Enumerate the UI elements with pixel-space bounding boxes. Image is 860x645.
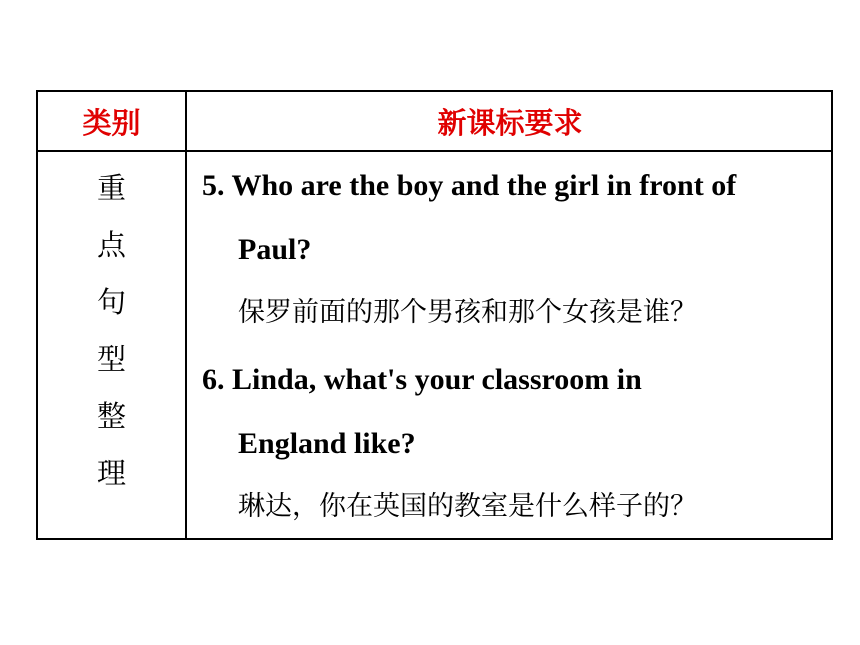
category-char: 重 (96, 171, 126, 205)
sentence-6-english-line-1: 6. Linda, what's your classroom in (202, 363, 642, 396)
header-requirements: 新课标要求 (437, 105, 583, 140)
header-category: 类别 (82, 105, 141, 140)
key-sentences-table (36, 90, 833, 540)
category-cell (38, 152, 185, 540)
sentence-5-english-line-2: Paul? (238, 233, 312, 266)
sentence-6-english-line-2: England like? (238, 427, 416, 460)
category-char: 整 (96, 399, 126, 433)
category-char: 句 (96, 285, 126, 319)
category-char: 理 (96, 456, 126, 490)
sentence-6-chinese: 琳达，你在英国的教室是什么样子的？ (238, 491, 697, 522)
category-char: 点 (96, 228, 126, 262)
requirements-cell (187, 152, 833, 540)
category-char: 型 (96, 342, 126, 376)
sentence-5-english-line-1: 5. Who are the boy and the girl in front of (202, 169, 737, 202)
sentence-5-chinese: 保罗前面的那个男孩和那个女孩是谁？ (238, 297, 697, 328)
